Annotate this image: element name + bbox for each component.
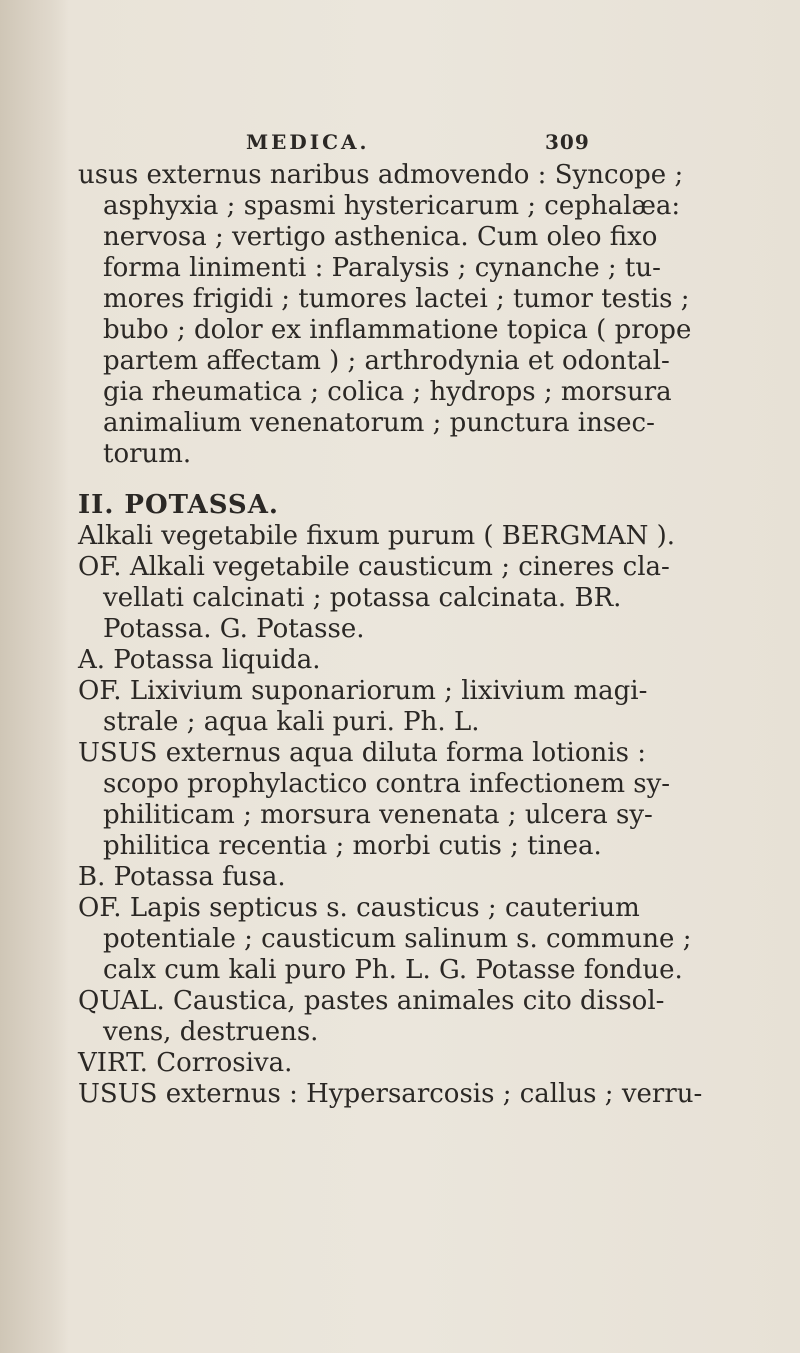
text-line: torum. bbox=[103, 439, 192, 469]
text-line: nervosa ; vertigo asthenica. Cum oleo fixo bbox=[103, 222, 658, 252]
text-line: OF. Alkali vegetabile causticum ; cineres cla- bbox=[78, 552, 670, 582]
text-line: usus externus naribus admovendo : Syncope ; bbox=[78, 160, 684, 190]
text-line: potentiale ; causticum salinum s. commune ; bbox=[103, 924, 692, 954]
text-line: vens, destruens. bbox=[103, 1017, 319, 1047]
text-line: animalium venenatorum ; punctura insec- bbox=[103, 408, 655, 438]
text-line: OF. Lapis septicus s. causticus ; cauterium bbox=[78, 893, 640, 923]
text-line: Alkali vegetabile fixum purum ( BERGMAN ). bbox=[78, 521, 676, 551]
text-line: Potassa. G. Potasse. bbox=[103, 614, 365, 644]
section-heading: II. POTASSA. bbox=[78, 490, 279, 520]
page-gutter-shadow bbox=[0, 0, 68, 1353]
text-line: calx cum kali puro Ph. L. G. Potasse fondue. bbox=[103, 955, 683, 985]
text-line: OF. Lixivium suponariorum ; lixivium magi- bbox=[78, 676, 648, 706]
text-line: B. Potassa fusa. bbox=[78, 862, 286, 892]
text-line: gia rheumatica ; colica ; hydrops ; morsura bbox=[103, 377, 672, 407]
text-line: scopo prophylactico contra infectionem sy- bbox=[103, 769, 671, 799]
text-line: philiticam ; morsura venenata ; ulcera sy- bbox=[103, 800, 653, 830]
page-number: 309 bbox=[545, 130, 590, 154]
text-line: vellati calcinati ; potassa calcinata. BR. bbox=[103, 583, 622, 613]
running-head-title: MEDICA. bbox=[246, 130, 370, 154]
text-line: USUS externus aqua diluta forma lotionis : bbox=[78, 738, 646, 768]
text-line: bubo ; dolor ex inflammatione topica ( prope bbox=[103, 315, 692, 345]
text-line: philitica recentia ; morbi cutis ; tinea. bbox=[103, 831, 602, 861]
section-gap bbox=[78, 470, 800, 490]
text-line: mores frigidi ; tumores lactei ; tumor testis ; bbox=[103, 284, 690, 314]
text-line: USUS externus : Hypersarcosis ; callus ; verru- bbox=[78, 1079, 703, 1109]
text-line: VIRT. Corrosiva. bbox=[78, 1048, 293, 1078]
text-line: asphyxia ; spasmi hystericarum ; cephalæa: bbox=[103, 191, 681, 221]
text-line: QUAL. Caustica, pastes animales cito dissol- bbox=[78, 986, 665, 1016]
body-text bbox=[78, 160, 800, 1110]
text-line: A. Potassa liquida. bbox=[78, 645, 321, 675]
text-line: forma linimenti : Paralysis ; cynanche ; tu- bbox=[103, 253, 661, 283]
text-line: strale ; aqua kali puri. Ph. L. bbox=[103, 707, 480, 737]
text-line: partem affectam ) ; arthrodynia et odontal- bbox=[103, 346, 670, 376]
